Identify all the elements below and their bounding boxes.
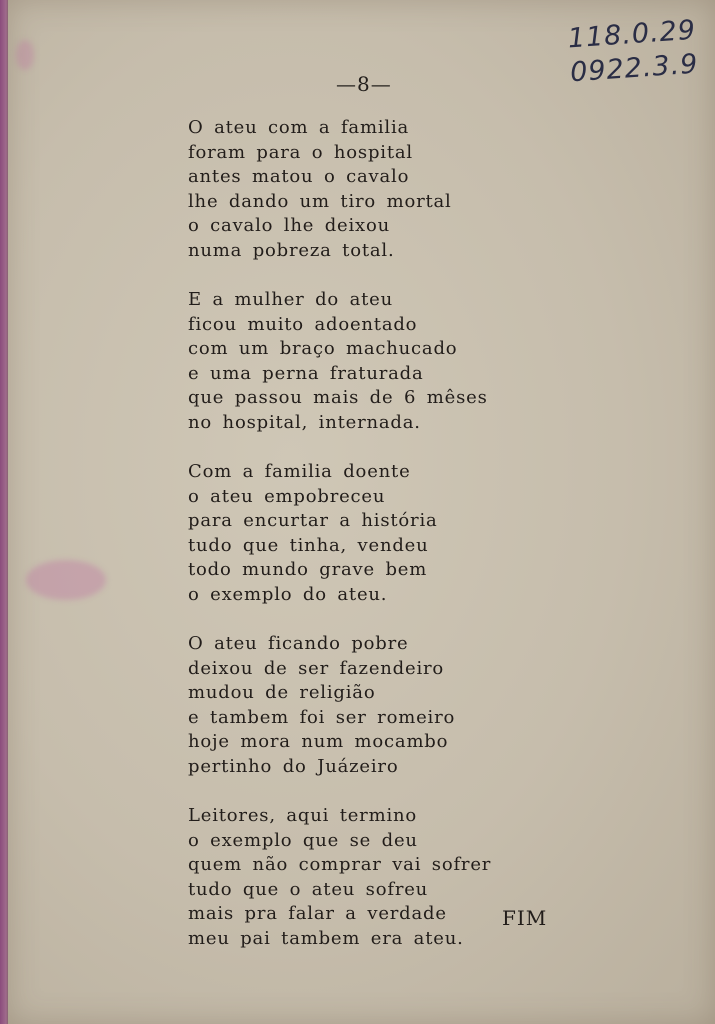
verse-line: lhe dando um tiro mortal	[188, 190, 452, 212]
verse-line: deixou de ser fazendeiro	[188, 657, 445, 679]
page-number: —8—	[336, 72, 392, 96]
stanza-3	[188, 460, 568, 607]
verse-line: Com a familia doente	[188, 461, 411, 482]
verse-line: meu pai tambem era ateu.	[188, 927, 464, 949]
verse-line: quem não comprar vai sofrer	[188, 854, 492, 875]
archive-mark-line-1: 118.0.29	[566, 14, 697, 55]
verse-line: todo mundo grave bem	[188, 559, 428, 580]
verse-line: e uma perna fraturada	[188, 362, 424, 384]
verse-line: mais pra falar a verdade	[188, 903, 447, 924]
ink-stain	[26, 560, 106, 600]
poem-text	[188, 116, 568, 976]
handwritten-archive-mark	[567, 14, 700, 91]
stanza-4	[188, 632, 568, 779]
verse-line: mudou de religião	[188, 682, 376, 703]
verse-line: pertinho do Juázeiro	[188, 755, 399, 777]
verse-line: numa pobreza total.	[188, 239, 395, 261]
verse-line: o exemplo do ateu.	[188, 583, 388, 605]
verse-line: que passou mais de 6 mêses	[188, 387, 488, 408]
stanza-2	[188, 288, 568, 435]
stanza-1	[188, 116, 568, 263]
archive-mark-line-2: 0922.3.9	[568, 48, 700, 89]
verse-line: foram para o hospital	[188, 141, 413, 163]
verse-line: para encurtar a história	[188, 510, 438, 531]
verse-line: tudo que tinha, vendeu	[188, 534, 429, 556]
verse-line: Leitores, aqui termino	[188, 805, 418, 826]
verse-line: antes matou o cavalo	[188, 166, 410, 187]
ink-stain	[16, 40, 34, 70]
verse-line: o cavalo lhe deixou	[188, 215, 391, 236]
verse-line: O ateu com a familia	[188, 117, 410, 138]
end-marker: FIM	[502, 906, 548, 930]
verse-line: ficou muito adoentado	[188, 313, 418, 335]
verse-line: hoje mora num mocambo	[188, 731, 449, 752]
verse-line: E a mulher do ateu	[188, 289, 393, 310]
verse-line: O ateu ficando pobre	[188, 633, 409, 654]
verse-line: e tambem foi ser romeiro	[188, 706, 456, 728]
verse-line: com um braço machucado	[188, 338, 458, 359]
verse-line: tudo que o ateu sofreu	[188, 878, 429, 900]
book-page	[8, 0, 715, 1024]
verse-line: o ateu empobreceu	[188, 485, 386, 507]
verse-line: no hospital, internada.	[188, 411, 421, 433]
verse-line: o exemplo que se deu	[188, 829, 418, 851]
